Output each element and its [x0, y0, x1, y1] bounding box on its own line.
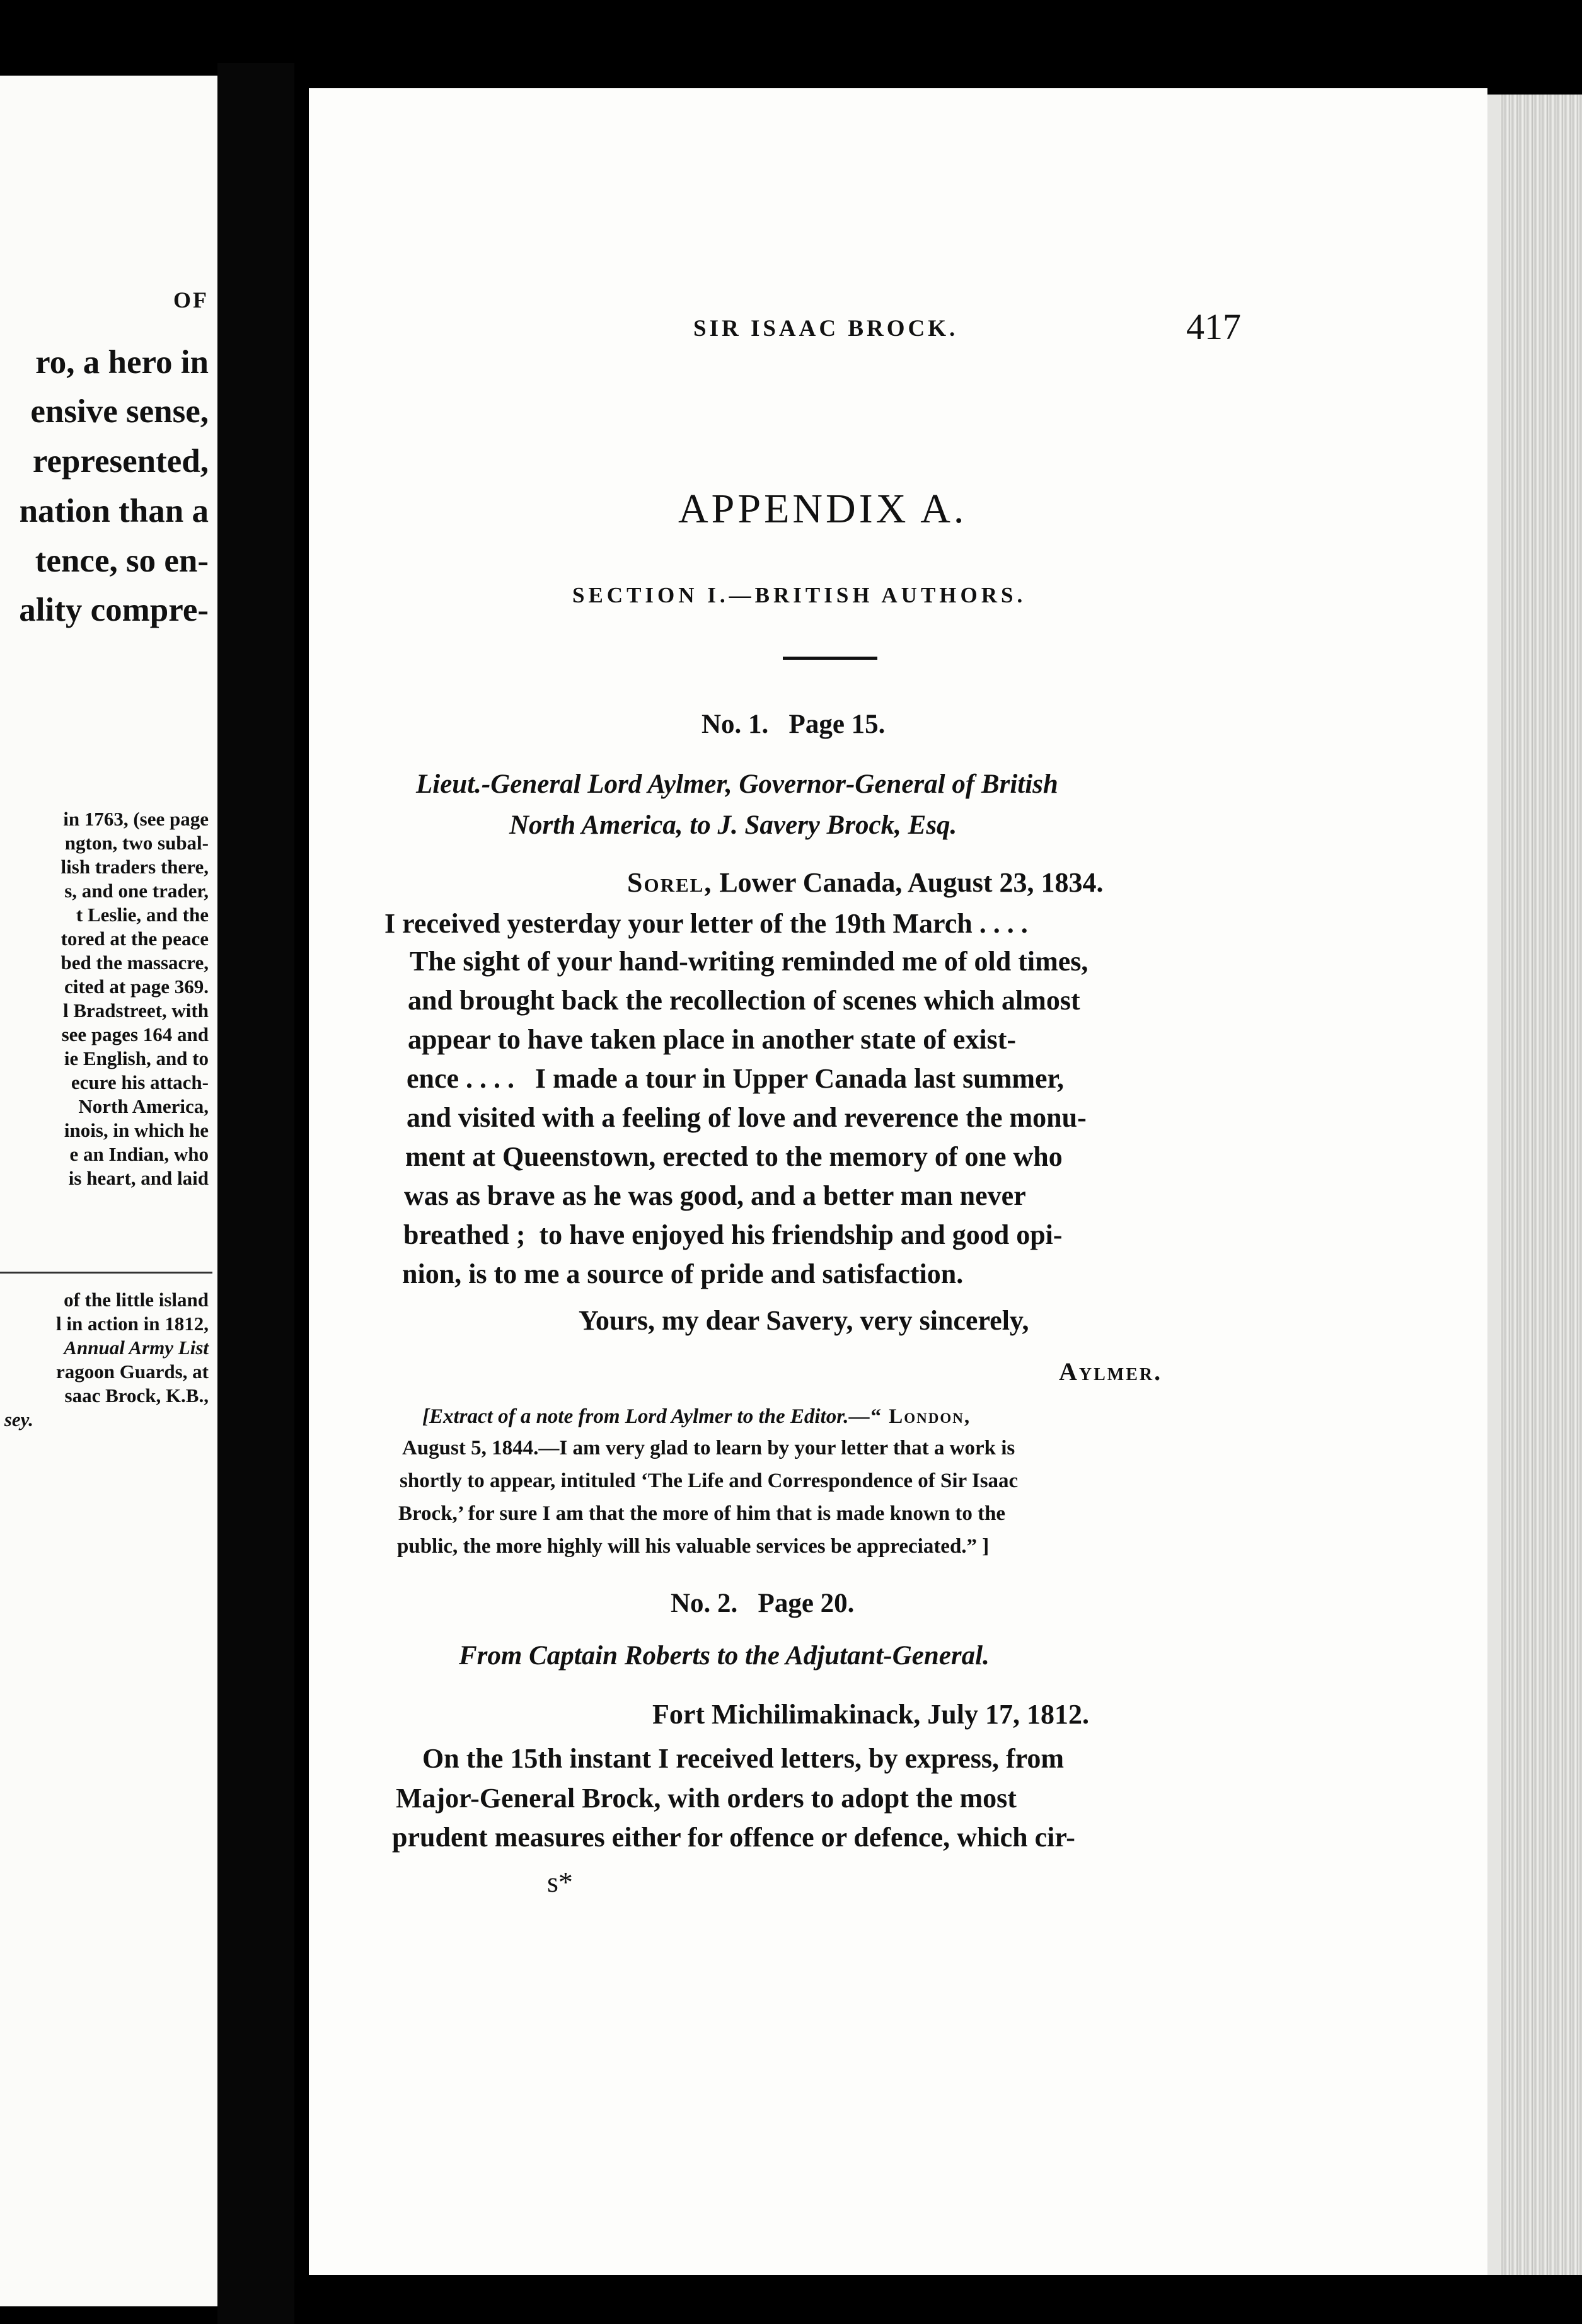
letter1-body-line: The sight of your hand-writing reminded me of old times, [410, 946, 1088, 977]
left-footnote-line: cited at page 369. [64, 975, 209, 998]
letter2-heading: No. 2. Page 20. [671, 1589, 855, 1618]
running-head: SIR ISAAC BROCK. [693, 316, 959, 342]
editor-note-place: —“ London, [848, 1405, 971, 1428]
letter1-body-line: breathed ; to have enjoyed his friendship and good opi- [403, 1219, 1063, 1250]
left-page-heading-fragment: OF [173, 287, 209, 313]
left-footnote-line: North America, [78, 1095, 209, 1117]
letter1-body-line: ence . . . . I made a tour in Upper Canada last summer, [407, 1063, 1065, 1094]
letter1-body-line: was as brave as he was good, and a better man never [404, 1180, 1026, 1211]
letter1-closing: Yours, my dear Savery, very sincerely, [579, 1305, 1029, 1336]
left-footnote-line: lish traders there, [61, 856, 209, 878]
letter2-body-line: Major-General Brock, with orders to adopt the most [396, 1783, 1017, 1814]
left-footnote-rule [0, 1272, 212, 1274]
left-footnote-line: tored at the peace [61, 928, 209, 950]
editor-note-line: public, the more highly will his valuable services be appreciated.” ] [397, 1535, 990, 1558]
section-title: SECTION I.—BRITISH AUTHORS. [572, 583, 1027, 607]
page-stack-shadow [1487, 95, 1500, 2275]
left-footnote-line: ngton, two subal- [64, 832, 209, 854]
letter2-body-line: prudent measures either for offence or defence, which cir- [392, 1822, 1075, 1853]
left-footnote2-line: of the little island [64, 1289, 209, 1311]
page-stack-edge [1487, 95, 1582, 2275]
left-footnote-line: e an Indian, who [69, 1143, 209, 1165]
letter1-signature: Aylmer. [1059, 1357, 1163, 1386]
left-footnote-line: is heart, and laid [68, 1167, 209, 1189]
letter1-place-name: Sorel, [627, 867, 713, 898]
left-page-text-line: tence, so en- [35, 543, 209, 579]
left-page-text-line: represented, [32, 443, 209, 480]
letter1-heading: No. 1. Page 15. [702, 710, 886, 739]
left-footnote-line: ie English, and to [64, 1047, 209, 1069]
left-footnote-line: bed the massacre, [61, 952, 209, 974]
left-footnote2-line: saac Brock, K.B., [64, 1384, 209, 1406]
left-page-text-line: ality compre- [19, 592, 209, 628]
left-footnote-line: t Leslie, and the [76, 904, 209, 926]
appendix-title: APPENDIX A. [678, 486, 967, 532]
left-page-fragment [0, 76, 217, 2306]
left-page-text-line: ensive sense, [30, 393, 209, 430]
letter1-body-line: appear to have taken place in another state of exist- [408, 1024, 1017, 1055]
editor-note-line [422, 1405, 971, 1429]
left-page-text-line: nation than a [19, 493, 209, 529]
letter1-title-line: Lieut.-General Lord Aylmer, Governor-General of British [416, 769, 1058, 799]
editor-note-line: August 5, 1844.—I am very glad to learn by your letter that a work is [402, 1437, 1015, 1459]
left-footnote-line: see pages 164 and [61, 1023, 209, 1045]
left-footnote2-line: ragoon Guards, at [56, 1360, 209, 1383]
letter1-dateline [627, 866, 1104, 899]
letter1-body-line: I received yesterday your letter of the 19th March . . . . [384, 908, 1028, 939]
letter1-body-line: and visited with a feeling of love and reverence the monu- [407, 1102, 1087, 1133]
book-gutter [217, 63, 294, 2324]
left-footnote-line: l Bradstreet, with [62, 999, 209, 1021]
letter2-body-line: On the 15th instant I received letters, by express, from [422, 1743, 1064, 1774]
left-footnote2-line: l in action in 1812, [55, 1313, 209, 1335]
editor-note-line: shortly to appear, intituled ‘The Life and Correspondence of Sir Isaac [400, 1470, 1019, 1492]
letter1-body-line: ment at Queenstown, erected to the memory of one who [405, 1141, 1063, 1172]
editor-note-line: Brock,’ for sure I am that the more of him that is made known to the [398, 1502, 1006, 1525]
letter1-body-line: nion, is to me a source of pride and satisfaction. [402, 1258, 964, 1289]
letter1-place-rest: Lower Canada, August 23, 1834. [712, 867, 1104, 898]
left-footnote2-line: Annual Army List [64, 1337, 209, 1359]
left-footnote2-line: sey. [4, 1408, 33, 1430]
right-page [309, 88, 1487, 2275]
title-rule [783, 657, 877, 660]
editor-note-intro: [Extract of a note from Lord Aylmer to the Editor. [422, 1405, 849, 1428]
left-footnote-line: in 1763, (see page [63, 808, 209, 830]
letter1-body-line: and brought back the recollection of scenes which almost [408, 985, 1080, 1016]
page-number: 417 [1186, 306, 1241, 347]
letter1-title-line: North America, to J. Savery Brock, Esq. [509, 810, 957, 840]
left-footnote-line: ecure his attach- [71, 1071, 209, 1093]
left-page-text-line: ro, a hero in [35, 344, 209, 381]
letter2-dateline: Fort Michilimakinack, July 17, 1812. [652, 1699, 1089, 1730]
left-footnote-line: inois, in which he [64, 1119, 209, 1141]
letter2-title: From Captain Roberts to the Adjutant-General. [459, 1641, 990, 1671]
left-footnote-line: s, and one trader, [64, 880, 209, 902]
signature-mark: s* [547, 1866, 573, 1898]
